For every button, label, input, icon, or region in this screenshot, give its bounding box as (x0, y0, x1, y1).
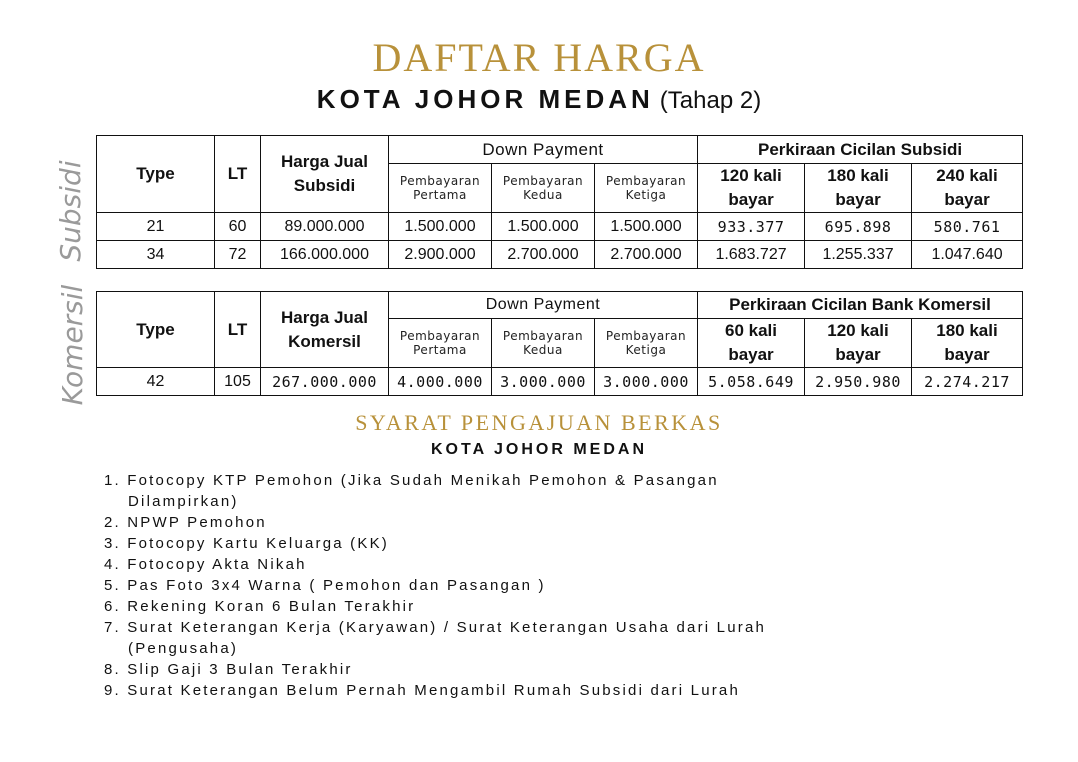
dp-cell: 2.900.000 (389, 241, 492, 269)
dp-cell: 1.500.000 (595, 213, 698, 241)
cicilan-col-sublabel: bayar (728, 190, 774, 209)
cicilan-col-label: 60 kali (725, 321, 777, 340)
type-cell: 42 (97, 368, 215, 396)
cicilan-col-header (698, 319, 805, 368)
subsidi-side-label: Subsidi (54, 160, 87, 262)
dp-col-sublabel: Kedua (523, 343, 563, 357)
dp-cell: 4.000.000 (389, 368, 492, 396)
list-item: 2. NPWP Pemohon (104, 514, 267, 531)
lt-header: LT (215, 136, 261, 213)
price-header-line1: Harga Jual (281, 152, 368, 171)
cicilan-cell: 5.058.649 (698, 368, 805, 396)
dp-col-label: Pembayaran (399, 174, 481, 188)
down-payment-header: Down Payment (389, 292, 698, 319)
cicilan-col-header (912, 319, 1023, 368)
cicilan-cell: 2.274.217 (912, 368, 1023, 396)
list-item: 5. Pas Foto 3x4 Warna ( Pemohon dan Pasangan ) (104, 577, 546, 594)
requirements-list (104, 470, 804, 701)
dp-cell: 3.000.000 (492, 368, 595, 396)
table-row (97, 241, 1023, 269)
dp-col-label: Pembayaran (605, 174, 687, 188)
komersil-price-table (96, 291, 1023, 396)
price-header-line2: Subsidi (293, 176, 356, 195)
list-item: 1. Fotocopy KTP Pemohon (Jika Sudah Menikah Pemohon & Pasangan Dilampirkan) (104, 472, 719, 510)
cicilan-header: Perkiraan Cicilan Bank Komersil (698, 292, 1023, 319)
list-item: 4. Fotocopy Akta Nikah (104, 556, 307, 573)
dp-cell: 3.000.000 (595, 368, 698, 396)
dp-col-header (492, 164, 595, 213)
dp-col-header (492, 319, 595, 368)
dp-col-sublabel: Ketiga (625, 188, 667, 202)
lt-cell: 72 (215, 241, 261, 269)
cicilan-col-label: 180 kali (936, 321, 998, 340)
dp-col-label: Pembayaran (399, 329, 481, 343)
cicilan-cell: 580.761 (912, 213, 1023, 241)
cicilan-col-label: 120 kali (827, 321, 889, 340)
cicilan-col-sublabel: bayar (944, 345, 990, 364)
cicilan-col-sublabel: bayar (835, 345, 881, 364)
price-header-line2: Komersil (288, 331, 361, 351)
dp-col-header (595, 164, 698, 213)
cicilan-col-sublabel: bayar (728, 345, 774, 364)
dp-col-sublabel: Pertama (413, 188, 467, 202)
list-item: 3. Fotocopy Kartu Keluarga (KK) (104, 535, 389, 552)
page-subtitle (0, 84, 1078, 115)
komersil-side-label: Komersil (56, 284, 89, 406)
cicilan-col-label: 240 kali (936, 166, 998, 185)
lt-cell: 60 (215, 213, 261, 241)
dp-col-label: Pembayaran (605, 329, 687, 343)
type-header: Type (97, 292, 215, 368)
down-payment-header: Down Payment (389, 136, 698, 164)
cicilan-cell: 695.898 (805, 213, 912, 241)
cicilan-cell: 1.683.727 (698, 241, 805, 269)
subtitle-stage: (Tahap 2) (659, 87, 762, 114)
cicilan-cell: 1.047.640 (912, 241, 1023, 269)
cicilan-col-label: 120 kali (720, 166, 782, 185)
dp-cell: 2.700.000 (595, 241, 698, 269)
dp-cell: 2.700.000 (492, 241, 595, 269)
dp-cell: 1.500.000 (492, 213, 595, 241)
price-cell: 89.000.000 (261, 213, 389, 241)
cicilan-col-sublabel: bayar (944, 190, 990, 209)
subtitle-location: KOTA JOHOR MEDAN (316, 84, 654, 114)
price-cell: 166.000.000 (261, 241, 389, 269)
price-header (261, 136, 389, 213)
dp-col-header (595, 319, 698, 368)
requirements-subtitle: KOTA JOHOR MEDAN (431, 441, 647, 458)
cicilan-col-header (912, 164, 1023, 213)
table-row (97, 213, 1023, 241)
dp-col-label: Pembayaran (502, 329, 584, 343)
dp-col-sublabel: Kedua (523, 188, 563, 202)
page-title: DAFTAR HARGA (372, 35, 706, 80)
dp-col-label: Pembayaran (502, 174, 584, 188)
price-cell: 267.000.000 (261, 368, 389, 396)
cicilan-col-header (698, 164, 805, 213)
dp-col-header (389, 319, 492, 368)
subsidi-price-table (96, 135, 1023, 269)
cicilan-cell: 1.255.337 (805, 241, 912, 269)
cicilan-col-header (805, 164, 912, 213)
type-header: Type (97, 136, 215, 213)
price-header-line1: Harga Jual (281, 307, 368, 327)
type-cell: 34 (97, 241, 215, 269)
dp-col-sublabel: Ketiga (625, 343, 667, 357)
list-item: 6. Rekening Koran 6 Bulan Terakhir (104, 598, 416, 615)
dp-cell: 1.500.000 (389, 213, 492, 241)
table-row (97, 368, 1023, 396)
dp-col-header (389, 164, 492, 213)
cicilan-col-label: 180 kali (827, 166, 889, 185)
list-item: 8. Slip Gaji 3 Bulan Terakhir (104, 661, 353, 678)
price-header (261, 292, 389, 368)
cicilan-cell: 933.377 (698, 213, 805, 241)
requirements-title: SYARAT PENGAJUAN BERKAS (355, 410, 723, 435)
cicilan-col-sublabel: bayar (835, 190, 881, 209)
lt-cell: 105 (215, 368, 261, 396)
type-cell: 21 (97, 213, 215, 241)
dp-col-sublabel: Pertama (413, 343, 467, 357)
cicilan-col-header (805, 319, 912, 368)
cicilan-cell: 2.950.980 (805, 368, 912, 396)
list-item: 9. Surat Keterangan Belum Pernah Mengambil Rumah Subsidi dari Lurah (104, 682, 741, 699)
cicilan-header: Perkiraan Cicilan Subsidi (698, 136, 1023, 164)
list-item: 7. Surat Keterangan Kerja (Karyawan) / Surat Keterangan Usaha dari Lurah (Pengusaha) (104, 619, 767, 657)
lt-header: LT (215, 292, 261, 368)
